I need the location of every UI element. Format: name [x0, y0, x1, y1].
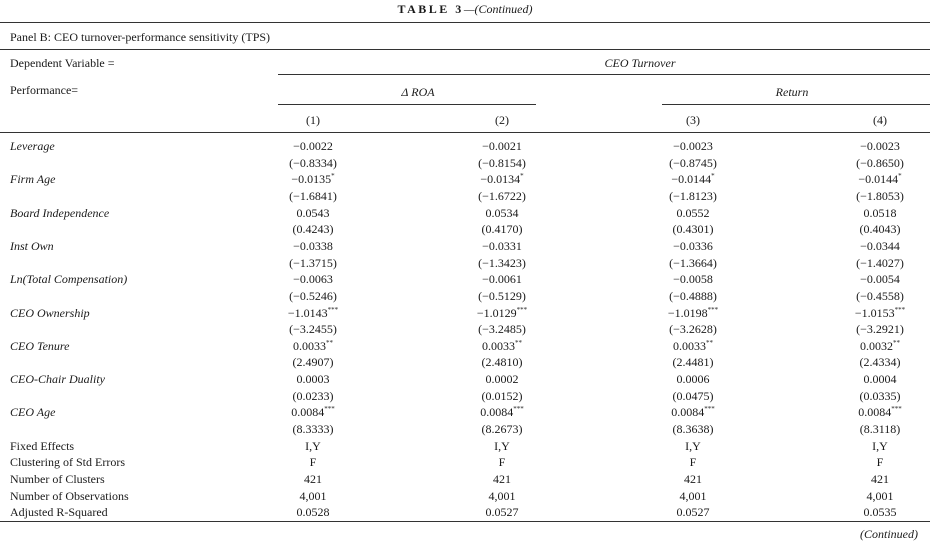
coef-cell	[253, 339, 373, 354]
tstat-cell	[442, 156, 562, 171]
tstat-cell-value: (−3.2921)	[856, 322, 904, 337]
row-label-ceo-ownership: CEO Ownership	[10, 305, 90, 320]
tstat-cell	[820, 256, 930, 271]
tstat-cell-value: (2.4481)	[672, 355, 714, 370]
coef-cell	[442, 405, 562, 420]
tstat-cell-value: (−1.6722)	[478, 188, 526, 203]
stat-cell	[633, 455, 753, 470]
table-number: TABLE 3	[397, 2, 464, 16]
tstat-cell	[820, 222, 930, 237]
coef-cell-value: 0.0543	[296, 205, 330, 220]
coef-cell-value: 0.0033	[673, 338, 706, 353]
coef-cell-value: −0.0135	[291, 172, 332, 187]
significance-stars: *	[331, 172, 335, 181]
stat-cell-value: I,Y	[872, 438, 888, 453]
tstat-cell	[253, 222, 373, 237]
coef-cell-value: −0.0023	[860, 139, 900, 153]
tstat-cell-value: (−0.8650)	[856, 155, 904, 170]
tstat-cell-value: (0.4170)	[481, 222, 523, 237]
tstat-cell-value: (2.4810)	[481, 355, 523, 370]
coef-cell-value: −0.0331	[482, 238, 522, 253]
tstat-cell-value: (8.3333)	[292, 422, 334, 437]
row-label-adjusted-r-squared: Adjusted R-Squared	[10, 505, 108, 520]
coef-cell	[633, 272, 753, 287]
coef-cell	[820, 172, 930, 187]
significance-stars: **	[326, 338, 333, 347]
coef-cell	[820, 339, 930, 354]
tstat-cell	[442, 256, 562, 271]
stat-cell	[820, 455, 930, 470]
coef-cell	[253, 405, 373, 420]
stat-cell	[633, 472, 753, 487]
coef-cell-value: 0.0032	[860, 338, 893, 353]
row-label-number-of-observations: Number of Observations	[10, 488, 129, 503]
coef-cell-value: −0.0134	[480, 172, 521, 187]
stat-cell	[820, 505, 930, 520]
coef-cell-value: −0.0022	[293, 139, 333, 153]
tstat-cell	[633, 422, 753, 437]
coef-cell	[633, 206, 753, 221]
coef-cell-value: −0.0058	[673, 272, 713, 287]
stat-cell	[442, 489, 562, 504]
tstat-cell-value: (−0.8154)	[478, 155, 526, 170]
tstat-cell-value: (−3.2455)	[289, 322, 337, 337]
coef-cell-value: −0.0338	[293, 238, 333, 253]
stat-cell-value: I,Y	[305, 438, 321, 453]
tstat-cell	[820, 322, 930, 337]
coef-cell-value: −0.0054	[860, 272, 900, 287]
tstat-cell	[633, 322, 753, 337]
tstat-cell-value: (8.2673)	[481, 422, 523, 437]
coef-cell	[442, 239, 562, 254]
tstat-cell	[442, 189, 562, 204]
coef-cell	[442, 339, 562, 354]
stat-cell	[820, 472, 930, 487]
stat-cell-value: I,Y	[494, 438, 510, 453]
coef-cell	[820, 372, 930, 387]
stat-cell-value: 4,001	[488, 488, 516, 503]
row-label-firm-age: Firm Age	[10, 172, 56, 187]
tstat-cell	[253, 189, 373, 204]
column-header-3: (3)	[686, 113, 700, 127]
stat-cell-value: 0.0527	[485, 505, 519, 520]
coef-cell	[253, 272, 373, 287]
significance-stars: ***	[894, 305, 906, 314]
stat-cell	[253, 505, 373, 520]
coef-cell	[253, 172, 373, 187]
coef-cell	[442, 306, 562, 321]
coef-cell	[253, 239, 373, 254]
tstat-cell	[253, 355, 373, 370]
tstat-cell-value: (−1.8053)	[856, 188, 904, 203]
coef-cell-value: 0.0002	[485, 372, 519, 387]
coef-cell-value: −1.0198	[667, 305, 708, 320]
stat-cell-value: F	[309, 455, 317, 470]
stat-cell	[253, 472, 373, 487]
stat-cell-value: F	[876, 455, 884, 470]
coef-cell-value: −0.0063	[293, 272, 333, 287]
coef-cell	[442, 206, 562, 221]
coef-cell	[253, 139, 373, 154]
stat-cell-value: 421	[304, 472, 322, 486]
stat-cell	[633, 489, 753, 504]
row-label-leverage: Leverage	[10, 139, 55, 153]
coef-cell	[820, 405, 930, 420]
coef-cell	[442, 372, 562, 387]
rule-bottom	[0, 521, 930, 522]
coef-cell	[820, 139, 930, 154]
significance-stars: **	[706, 338, 713, 347]
tstat-cell-value: (−1.6841)	[289, 188, 337, 203]
row-label-clustering-of-std-errors: Clustering of Std Errors	[10, 455, 125, 470]
row-label-ceo-chair-duality: CEO-Chair Duality	[10, 372, 105, 387]
tstat-cell-value: (−0.8334)	[289, 155, 337, 170]
row-label-board-independence: Board Independence	[10, 205, 110, 220]
coef-cell	[633, 306, 753, 321]
stat-cell	[442, 455, 562, 470]
tstat-cell-value: (8.3638)	[672, 422, 714, 437]
tstat-cell	[633, 355, 753, 370]
coef-cell-value: −0.0336	[673, 238, 713, 253]
coef-cell-value: −0.0023	[673, 139, 713, 153]
tstat-cell	[820, 355, 930, 370]
stat-cell-value: 421	[684, 472, 702, 486]
coef-cell	[820, 206, 930, 221]
coef-cell	[253, 206, 373, 221]
tstat-cell-value: (−0.4888)	[669, 288, 717, 303]
significance-stars: ***	[327, 305, 339, 314]
stat-cell-value: F	[689, 455, 697, 470]
significance-stars: ***	[891, 405, 902, 414]
tstat-cell-value: (−1.8123)	[669, 188, 717, 203]
stat-cell-value: 4,001	[866, 488, 894, 503]
tstat-cell	[820, 389, 930, 404]
stat-cell	[442, 439, 562, 454]
row-label-ceo-tenure: CEO Tenure	[10, 338, 70, 353]
tstat-cell-value: (−3.2485)	[478, 322, 526, 337]
row-label-ln-total-compensation: Ln(Total Compensation)	[10, 272, 128, 287]
tstat-cell	[442, 422, 562, 437]
tstat-cell	[253, 289, 373, 304]
tstat-cell-value: (−0.8745)	[669, 155, 717, 170]
coef-cell	[820, 239, 930, 254]
tstat-cell-value: (0.4043)	[859, 222, 901, 237]
stat-cell-value: 4,001	[679, 488, 707, 503]
significance-stars: **	[893, 338, 900, 347]
coef-cell	[633, 405, 753, 420]
coef-cell-value: 0.0004	[863, 372, 897, 387]
tstat-cell	[820, 422, 930, 437]
coef-cell	[442, 172, 562, 187]
tstat-cell-value: (0.4243)	[292, 222, 334, 237]
coef-cell-value: 0.0084	[858, 405, 892, 420]
tstat-cell	[442, 222, 562, 237]
coef-cell-value: 0.0033	[293, 338, 326, 353]
tstat-cell-value: (0.0335)	[859, 388, 901, 403]
coef-cell	[633, 239, 753, 254]
tstat-cell-value: (−1.3715)	[289, 255, 337, 270]
coef-cell	[633, 372, 753, 387]
performance-label: Performance=	[10, 83, 79, 97]
tstat-cell-value: (−0.4558)	[856, 288, 904, 303]
stat-cell	[442, 472, 562, 487]
coef-cell-value: −0.0344	[860, 238, 900, 253]
coef-cell	[253, 372, 373, 387]
dependent-variable-label: Dependent Variable =	[10, 56, 115, 70]
coef-cell-value: 0.0534	[485, 205, 519, 220]
group-header-roa: Δ ROA	[401, 85, 435, 99]
tstat-cell	[820, 156, 930, 171]
tstat-cell-value: (2.4334)	[859, 355, 901, 370]
continued-footer: (Continued)	[860, 527, 918, 541]
stat-cell	[633, 505, 753, 520]
significance-stars: ***	[707, 305, 719, 314]
tstat-cell-value: (2.4907)	[292, 355, 334, 370]
rule-header-bottom	[0, 132, 930, 133]
tstat-cell-value: (0.4301)	[672, 222, 714, 237]
panel-title: Panel B: CEO turnover-performance sensitivity (TPS)	[10, 30, 271, 44]
tstat-cell-value: (−1.3423)	[478, 255, 526, 270]
coef-cell	[633, 139, 753, 154]
rule-group-return	[662, 104, 930, 105]
coef-cell-value: 0.0518	[863, 205, 897, 220]
tstat-cell-value: (−1.3664)	[669, 255, 717, 270]
significance-stars: ***	[704, 405, 715, 414]
stat-cell-value: I,Y	[685, 438, 701, 453]
coef-cell-value: 0.0552	[676, 205, 710, 220]
coef-cell	[820, 272, 930, 287]
coef-cell-value: −1.0143	[287, 305, 328, 320]
column-header-4: (4)	[873, 113, 887, 127]
tstat-cell	[633, 256, 753, 271]
tstat-cell-value: (0.0475)	[672, 388, 714, 403]
stat-cell-value: 421	[871, 472, 889, 486]
stat-cell	[820, 439, 930, 454]
tstat-cell-value: (−3.2628)	[669, 322, 717, 337]
rule-group-roa	[278, 104, 536, 105]
column-header-2: (2)	[495, 113, 509, 127]
significance-stars: *	[711, 172, 715, 181]
rule-panel	[0, 49, 930, 50]
tstat-cell	[253, 156, 373, 171]
stat-cell	[442, 505, 562, 520]
coef-cell-value: −1.0153	[854, 305, 895, 320]
significance-stars: ***	[513, 405, 524, 414]
row-label-number-of-clusters: Number of Clusters	[10, 472, 105, 486]
significance-stars: ***	[516, 305, 528, 314]
tstat-cell	[442, 289, 562, 304]
coef-cell	[442, 139, 562, 154]
table-continued-tag: —(Continued)	[463, 2, 533, 16]
tstat-cell	[633, 189, 753, 204]
tstat-cell-value: (−0.5246)	[289, 288, 337, 303]
coef-cell-value: −0.0144	[858, 172, 899, 187]
stat-cell	[253, 439, 373, 454]
stat-cell-value: F	[498, 455, 506, 470]
coef-cell-value: −1.0129	[476, 305, 517, 320]
tstat-cell	[442, 355, 562, 370]
coef-cell-value: −0.0021	[482, 139, 522, 153]
tstat-cell	[633, 289, 753, 304]
coef-cell-value: 0.0084	[671, 405, 705, 420]
coef-cell-value: 0.0006	[676, 372, 710, 387]
tstat-cell	[253, 256, 373, 271]
stat-cell-value: 0.0527	[676, 505, 710, 520]
coef-cell	[633, 339, 753, 354]
tstat-cell	[253, 322, 373, 337]
tstat-cell	[633, 222, 753, 237]
stat-cell-value: 0.0528	[296, 505, 330, 520]
stat-cell	[633, 439, 753, 454]
row-label-ceo-age: CEO Age	[10, 405, 56, 420]
tstat-cell	[820, 189, 930, 204]
tstat-cell	[253, 389, 373, 404]
tstat-cell-value: (−1.4027)	[856, 255, 904, 270]
coef-cell-value: 0.0084	[480, 405, 514, 420]
stat-cell	[253, 455, 373, 470]
tstat-cell-value: (−0.5129)	[478, 288, 526, 303]
coef-cell-value: −0.0061	[482, 272, 522, 287]
rule-top	[0, 22, 930, 23]
significance-stars: **	[515, 338, 522, 347]
coef-cell	[253, 306, 373, 321]
tstat-cell	[633, 389, 753, 404]
row-label-fixed-effects: Fixed Effects	[10, 438, 75, 453]
significance-stars: ***	[324, 405, 335, 414]
significance-stars: *	[520, 172, 524, 181]
tstat-cell	[253, 422, 373, 437]
group-header-return: Return	[775, 85, 809, 99]
stat-cell-value: 4,001	[299, 488, 327, 503]
tstat-cell	[633, 156, 753, 171]
tstat-cell-value: (8.3118)	[859, 422, 901, 437]
coef-cell-value: −0.0144	[671, 172, 712, 187]
column-header-1: (1)	[306, 113, 320, 127]
significance-stars: *	[898, 172, 902, 181]
tstat-cell-value: (0.0233)	[292, 388, 334, 403]
row-label-inst-own: Inst Own	[10, 238, 54, 253]
rule-dependent	[278, 74, 930, 75]
coef-cell	[442, 272, 562, 287]
table-title	[0, 2, 930, 17]
stat-cell	[820, 489, 930, 504]
tstat-cell	[820, 289, 930, 304]
tstat-cell	[442, 389, 562, 404]
coef-cell	[820, 306, 930, 321]
coef-cell-value: 0.0084	[291, 405, 325, 420]
dependent-variable-value: CEO Turnover	[604, 56, 676, 70]
coef-cell-value: 0.0033	[482, 338, 515, 353]
coef-cell	[633, 172, 753, 187]
stat-cell-value: 421	[493, 472, 511, 486]
tstat-cell	[442, 322, 562, 337]
tstat-cell-value: (0.0152)	[481, 388, 523, 403]
coef-cell-value: 0.0003	[296, 372, 330, 387]
stat-cell	[253, 489, 373, 504]
stat-cell-value: 0.0535	[863, 505, 897, 520]
